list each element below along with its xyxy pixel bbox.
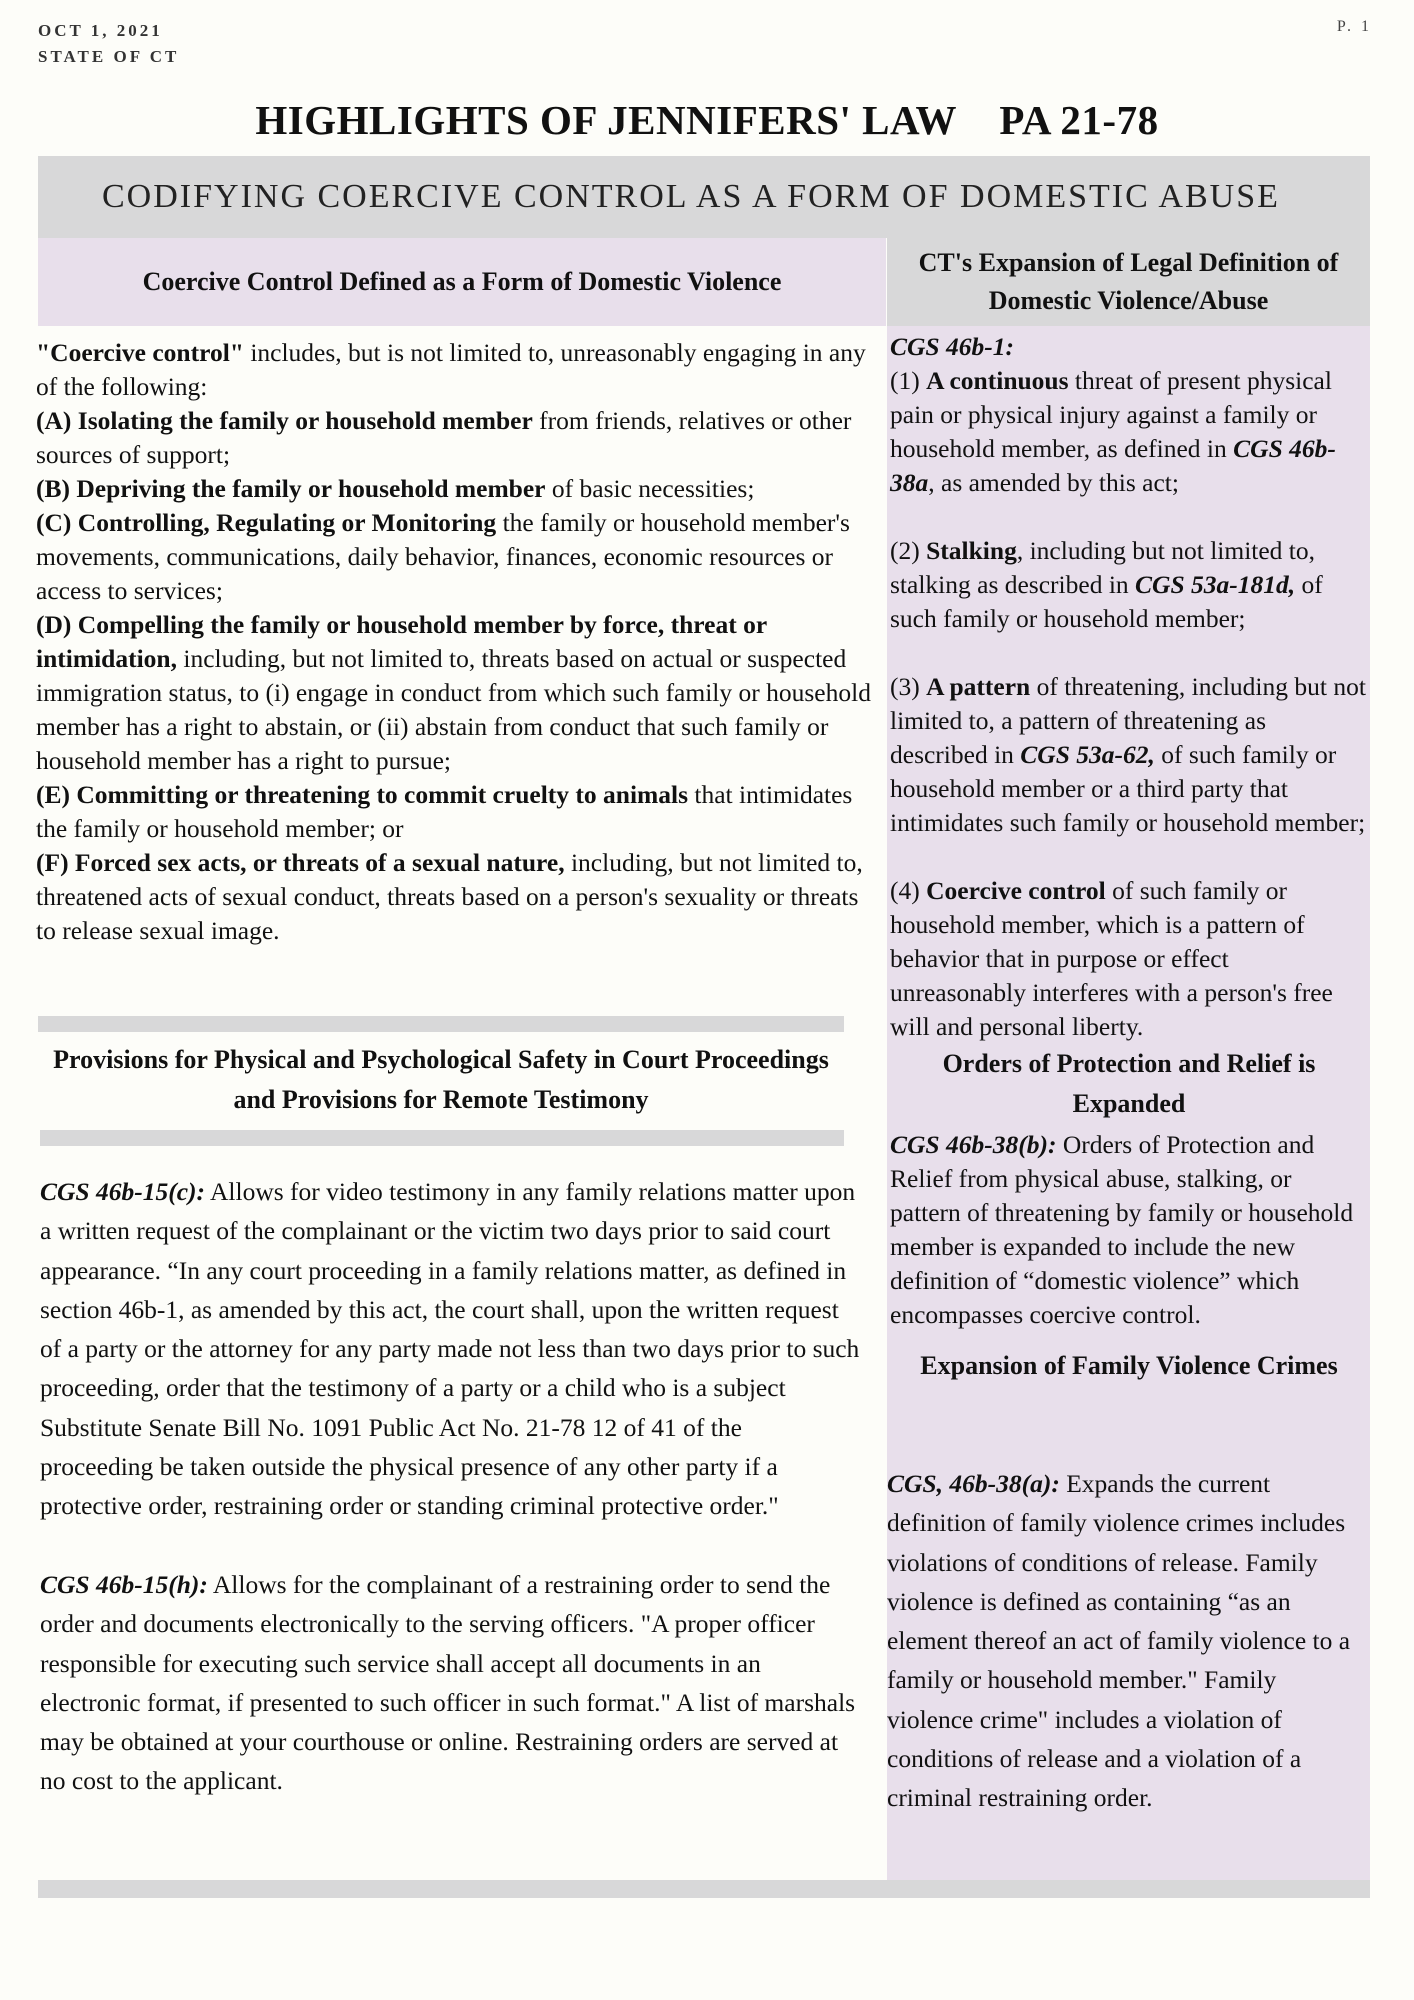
- divider: [40, 1130, 844, 1146]
- document-meta: [38, 18, 179, 70]
- page-number: P. 1: [1336, 18, 1372, 35]
- list-item: (F) Forced sex acts, or threats of a sexual nature, including, but not limited to, threatened acts of sexual conduct, threats based on a person's sexuality or threats to release sexual image.: [36, 848, 863, 945]
- list-item: (E) Committing or threatening to commit cruelty to animals that intimidates the family or household member; or: [36, 780, 853, 843]
- list-item: (4) Coercive control of such family or household member, which is a pattern of behavior that in purpose or effect unreasonably interferes with a person's free will and personal liberty.: [890, 876, 1333, 1041]
- definition-intro: "Coercive control" includes, but is not limited to, unreasonably engaging in any of the following:: [36, 338, 866, 401]
- list-item: (C) Controlling, Regulating or Monitoring the family or household member's movements, communications, daily behavior, finances, economic resources or access to services;: [36, 508, 850, 605]
- divider: [38, 1016, 844, 1032]
- page-title: HIGHLIGHTS OF JENNIFERS' LAW PA 21-78: [255, 97, 1159, 143]
- list-item: (D) Compelling the family or household member by force, threat or intimidation, including, but not limited to, threats based on actual or suspected immigration status, to (i) engage in conduct from which such family or household member has a right to abstain, or (ii) abstain from conduct that such family or household member has a right to pursue;: [36, 610, 871, 775]
- paragraph: CGS 46b-15(h): Allows for the complainant of a restraining order to send the order and documents electronically to the serving officers. "A proper officer responsible for executing such service shall accept all documents in an electronic format, if presented to such officer in such format." A list of marshals may be obtained at your courthouse or online. Restraining orders are served at no cost to the applicant.: [40, 1569, 856, 1796]
- footer-bar: [38, 1880, 1370, 1898]
- list-item: (3) A pattern of threatening, including but not limited to, a pattern of threatening as described in CGS 53a-62, of such family or household member or a third party that intimidates such family or household member;: [890, 672, 1366, 837]
- paragraph: CGS, 46b-38(a): Expands the current definition of family violence crimes includes violations of conditions of release. Family violence is defined as containing “as an element thereof an act of family violence to a family or household member." Family violence crime" includes a violation of conditions of release and a violation of a criminal restraining order.: [887, 1469, 1351, 1813]
- orders-heading: Orders of Protection and Relief is Expanded: [942, 1049, 1316, 1118]
- left-section-heading: Coercive Control Defined as a Form of Domestic Violence: [38, 238, 886, 326]
- paragraph: CGS 46b-15(c): Allows for video testimony in any family relations matter upon a written request of the complainant or the victim two days prior to said court appearance. “In any court proceeding in a family relations matter, as defined in section 46b-1, as amended by this act, the court shall, upon the written request of a party or the attorney for any party made not less than two days prior to such proceeding, order that the testimony of a party or a child who is a subject Substitute Senate Bill No. 1091 Public Act No. 21-78 12 of 41 of the proceeding be taken outside the physical presence of any other party if a protective order, restraining order or standing criminal protective order.": [40, 1177, 860, 1521]
- family-violence-text: [887, 1464, 1365, 1818]
- banner: [38, 156, 1370, 238]
- family-violence-heading: Expansion of Family Violence Crimes: [920, 1351, 1338, 1380]
- statute-cite: CGS 46b-1:: [890, 332, 1014, 361]
- list-item: (2) Stalking, including but not limited to, stalking as described in CGS 53a-181d, of such family or household member;: [890, 536, 1323, 633]
- list-item: (B) Depriving the family or household member of basic necessities;: [36, 474, 755, 503]
- expansion-definition: [890, 330, 1368, 1386]
- paragraph: CGS 46b-38(b): Orders of Protection and Relief from physical abuse, stalking, or pattern of threatening by family or household member is expanded to include the new definition of “domestic violence” which encompasses coercive control.: [890, 1130, 1354, 1329]
- banner-text: CODIFYING COERCIVE CONTROL AS A FORM OF DOMESTIC ABUSE: [102, 178, 1280, 215]
- right-section-heading: CT's Expansion of Legal Definition of Domestic Violence/Abuse: [887, 238, 1370, 326]
- court-provisions-text: [40, 1172, 860, 1801]
- list-item: (1) A continuous threat of present physical pain or physical injury against a family or household member, as defined in CGS 46b-38a, as amended by this act;: [890, 366, 1336, 497]
- date: OCT 1, 2021: [38, 21, 163, 40]
- list-item: (A) Isolating the family or household member from friends, relatives or other sources of support;: [36, 406, 852, 469]
- state: STATE OF CT: [38, 47, 180, 66]
- court-provisions-heading: Provisions for Physical and Psychological Safety in Court Proceedings and Provisions for Remote Testimony: [53, 1045, 829, 1114]
- coercive-control-definition: [36, 336, 876, 948]
